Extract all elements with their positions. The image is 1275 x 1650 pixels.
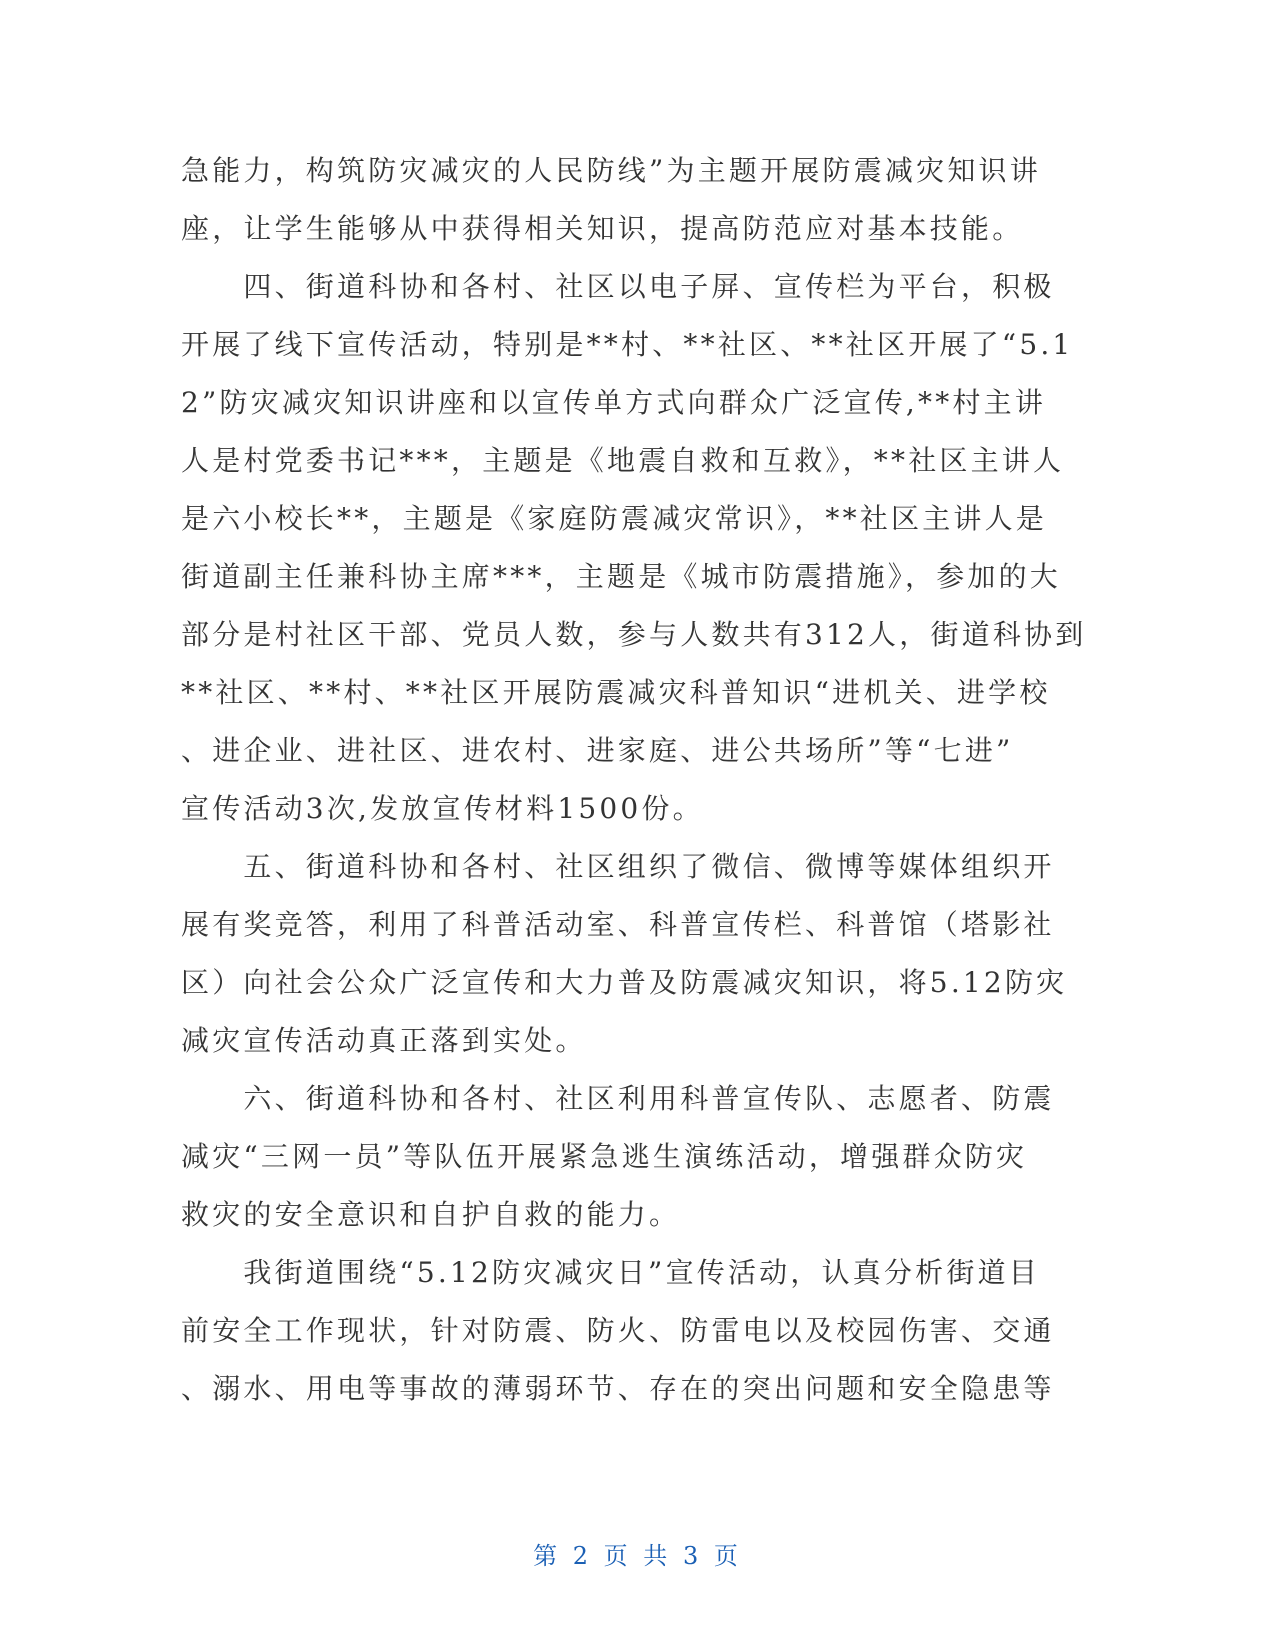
text-line: 四、街道科协和各村、社区以电子屏、宣传栏为平台，积极 xyxy=(181,270,1055,303)
text-line: 六、街道科协和各村、社区利用科普宣传队、志愿者、防震 xyxy=(181,1082,1055,1115)
text-line: 救灾的安全意识和自护自救的能力。 xyxy=(181,1198,681,1231)
text-line: 我街道围绕“5.12防灾减灾日”宣传活动，认真分析街道目 xyxy=(181,1256,1040,1289)
text-line: 前安全工作现状，针对防震、防火、防雷电以及校园伤害、交通 xyxy=(181,1314,1055,1347)
text-line: 开展了线下宣传活动，特别是**村、**社区、**社区开展了“5.1 xyxy=(181,328,1074,361)
body-text xyxy=(181,142,1087,1418)
text-line: 减灾“三网一员”等队伍开展紧急逃生演练活动，增强群众防灾 xyxy=(181,1140,1028,1173)
text-line: 减灾宣传活动真正落到实处。 xyxy=(181,1024,587,1057)
text-line: 、溺水、用电等事故的薄弱环节、存在的突出问题和安全隐患等 xyxy=(181,1372,1055,1405)
text-line: 宣传活动3次,发放宣传材料1500份。 xyxy=(181,792,704,825)
text-line: 五、街道科协和各村、社区组织了微信、微博等媒体组织开 xyxy=(181,850,1055,883)
text-line: 街道副主任兼科协主席***，主题是《城市防震措施》，参加的大 xyxy=(181,560,1062,593)
text-line: 、进企业、进社区、进农村、进家庭、进公共场所”等“七进” xyxy=(181,734,1014,767)
text-line: 部分是村社区干部、党员人数，参与人数共有312人，街道科协到 xyxy=(181,618,1087,651)
text-line: 区）向社会公众广泛宣传和大力普及防震减灾知识，将5.12防灾 xyxy=(181,966,1068,999)
text-line: 人是村党委书记***，主题是《地震自救和互救》，**社区主讲人 xyxy=(181,444,1065,477)
text-line: 座，让学生能够从中获得相关知识，提高防范应对基本技能。 xyxy=(181,212,1024,245)
text-line: 是六小校长**，主题是《家庭防震减灾常识》，**社区主讲人是 xyxy=(181,502,1048,535)
text-line: **社区、**村、**社区开展防震减灾科普知识“进机关、进学校 xyxy=(181,676,1051,709)
text-line: 2”防灾减灾知识讲座和以宣传单方式向群众广泛宣传,**村主讲 xyxy=(181,386,1047,419)
text-line: 急能力，构筑防灾减灾的人民防线”为主题开展防震减灾知识讲 xyxy=(181,154,1041,187)
page-number-footer: 第 2 页 共 3 页 xyxy=(533,1542,742,1570)
text-line: 展有奖竞答，利用了科普活动室、科普宣传栏、科普馆（塔影社 xyxy=(181,908,1055,941)
